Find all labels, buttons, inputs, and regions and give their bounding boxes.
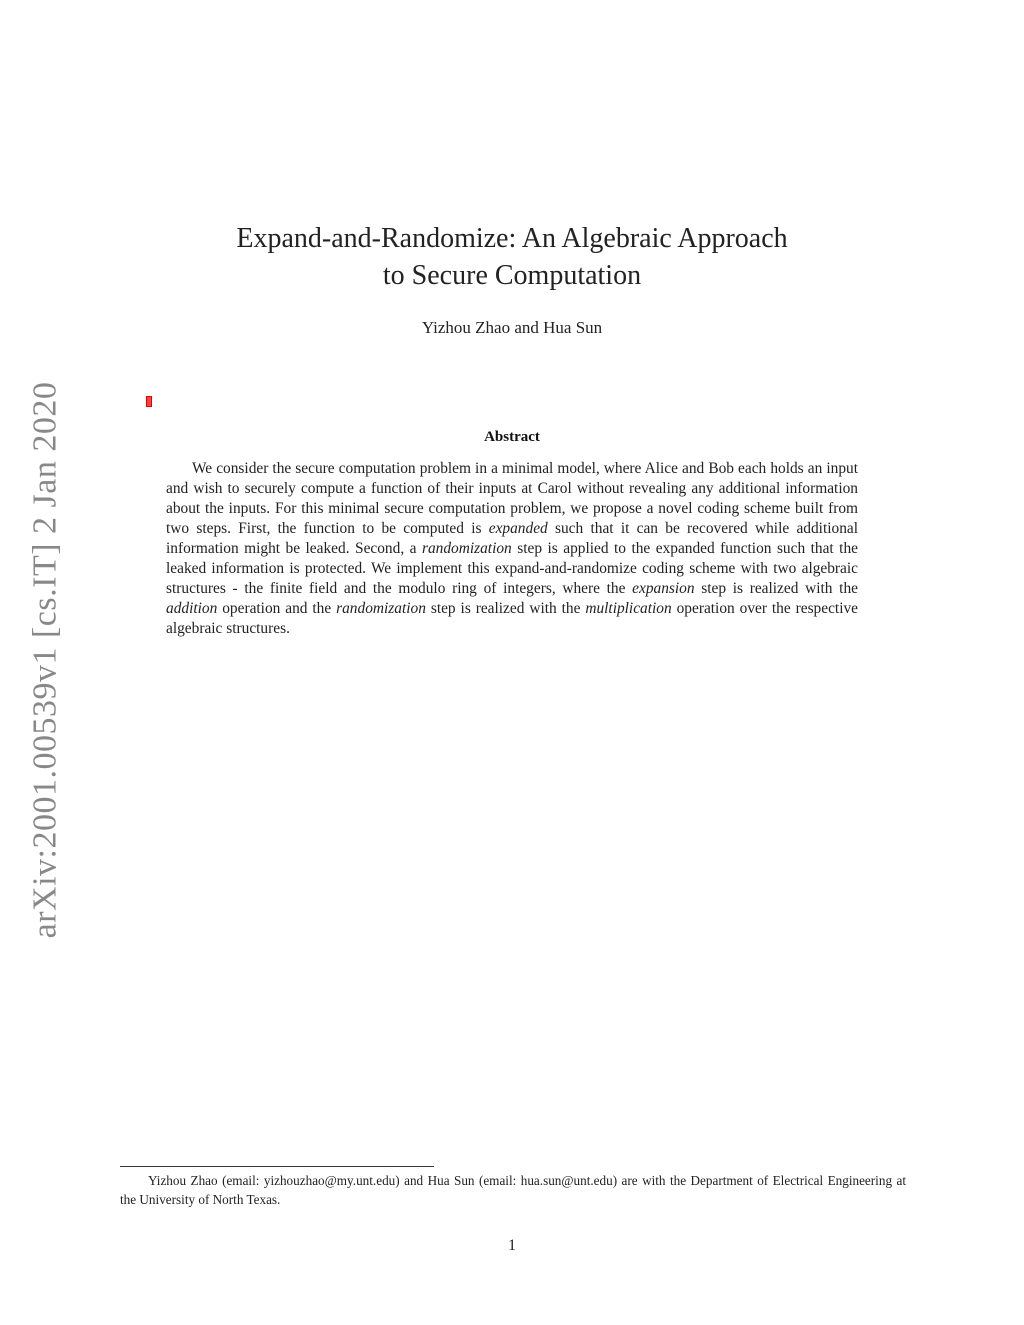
abstract-emphasis: addition (166, 600, 218, 617)
abstract-text: step is realized with the (694, 580, 858, 597)
abstract-text: step is applied to the expanded function such that the leaked information is protected. We implement this expand-and-randomize coding scheme with two algebraic structures - the finite field and the modulo ring of integers, where the (166, 540, 858, 597)
page-number: 1 (508, 1237, 516, 1254)
abstract-text: such that it can be recovered while additional information might be leaked. Second, a (166, 520, 858, 557)
paper-authors: Yizhou Zhao and Hua Sun (421, 318, 603, 337)
paper-title (150, 220, 874, 294)
paper-title-line-1: Expand-and-Randomize: An Algebraic Approach (236, 223, 788, 254)
abstract-text: step is realized with the (425, 600, 586, 617)
abstract-emphasis: randomization (421, 540, 512, 557)
abstract-text: operation and the (217, 600, 337, 617)
arxiv-identifier-text: arXiv:2001.00539v1 [cs.IT] 2 Jan 2020 (26, 381, 63, 939)
author-affiliation-footnote: Yizhou Zhao (email: yizhouzhao@my.unt.edu) and Hua Sun (email: hua.sun@unt.edu) are with the Department of Electrical Engineering at the University of North Texas. (120, 1173, 906, 1207)
abstract-emphasis: multiplication (585, 600, 672, 617)
arxiv-identifier-stamp (22, 380, 68, 940)
abstract-emphasis: expansion (632, 580, 695, 597)
footnote-divider (120, 1166, 434, 1167)
abstract-heading: Abstract (484, 429, 540, 445)
abstract-text: We consider the secure computation problem in a minimal model, where Alice and Bob each holds an input and wish to securely compute a function of their inputs at Carol without revealing any additional information about the inputs. For this minimal secure computation problem, we propose a novel coding scheme built from two steps. First, the function to be computed is (166, 460, 858, 537)
link-annotation-marker[interactable] (146, 396, 152, 407)
abstract-text: operation over the respective algebraic structures. (166, 600, 858, 637)
paper-title-line-2: to Secure Computation (382, 260, 642, 291)
abstract-body (166, 459, 858, 639)
abstract-emphasis: expanded (488, 520, 548, 537)
abstract-emphasis: randomization (336, 600, 426, 617)
